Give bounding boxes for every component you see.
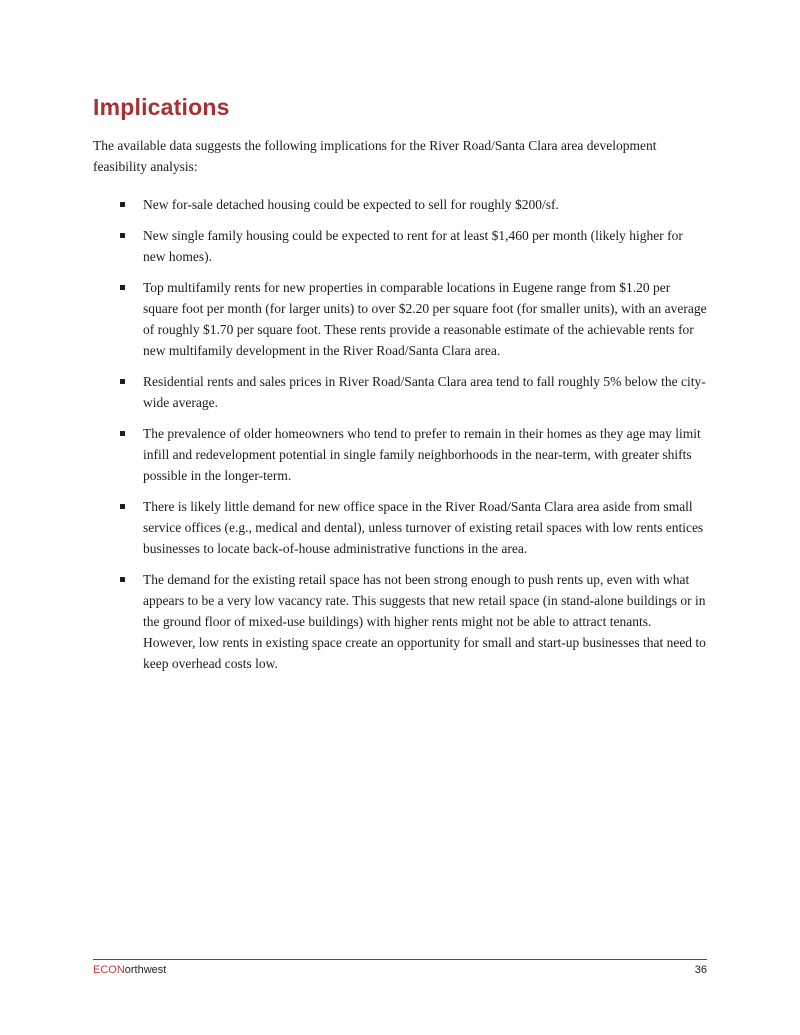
- page-content: [93, 94, 707, 684]
- list-item: [93, 194, 707, 215]
- intro-paragraph: The available data suggests the following implications for the River Road/Santa Clara area development feasibility analysis:: [93, 138, 657, 174]
- list-item-text: New for-sale detached housing could be expected to sell for roughly $200/sf.: [143, 197, 559, 212]
- list-item: [93, 371, 707, 413]
- page-number: 36: [694, 964, 707, 976]
- list-item-text: There is likely little demand for new office space in the River Road/Santa Clara area aside from small service offices (e.g., medical and dental), unless turnover of existing retail spaces with low rents entices businesses to locate back-of-house administrative functions in the area.: [143, 499, 704, 556]
- bullet-square-icon: [120, 285, 125, 290]
- list-item: [93, 225, 707, 267]
- bullet-square-icon: [120, 431, 125, 436]
- list-item-text: Residential rents and sales prices in River Road/Santa Clara area tend to fall roughly 5% below the city-wide average.: [143, 374, 706, 410]
- list-item-text: New single family housing could be expected to rent for at least $1,460 per month (likely higher for new homes).: [143, 228, 683, 264]
- list-item: [93, 423, 707, 486]
- brand-red-text: ECON: [93, 964, 125, 976]
- list-item-text: The prevalence of older homeowners who tend to prefer to remain in their homes as they age may limit infill and redevelopment potential in single family neighborhoods in the near-term, with greater shifts possible in the longer-term.: [143, 426, 701, 483]
- brand-black-text: orthwest: [124, 964, 167, 976]
- bullet-square-icon: [120, 577, 125, 582]
- bullet-square-icon: [120, 202, 125, 207]
- bullet-square-icon: [120, 233, 125, 238]
- implications-bullet-list: [93, 194, 707, 674]
- list-item-text: The demand for the existing retail space has not been strong enough to push rents up, even with what appears to be a very low vacancy rate. This suggests that new retail space (in stand-alone buildings or in the ground floor of mixed-use buildings) with higher rents might not be able to attract tenants. However, low rents in existing space create an opportunity for small and start-up businesses that need to keep overhead costs low.: [143, 572, 706, 671]
- list-item-text: Top multifamily rents for new properties in comparable locations in Eugene range from $1.20 per square foot per month (for larger units) to over $2.20 per square foot (for smaller units), with an average of roughly $1.70 per square foot. These rents provide a reasonable estimate of the achievable rents for new multifamily development in the River Road/Santa Clara area.: [143, 280, 707, 358]
- page-footer: [93, 959, 707, 976]
- list-item: [93, 277, 707, 361]
- econorthwest-logo: [93, 964, 166, 976]
- bullet-square-icon: [120, 379, 125, 384]
- page-title: Implications: [93, 94, 230, 120]
- list-item: [93, 569, 707, 674]
- bullet-square-icon: [120, 504, 125, 509]
- list-item: [93, 496, 707, 559]
